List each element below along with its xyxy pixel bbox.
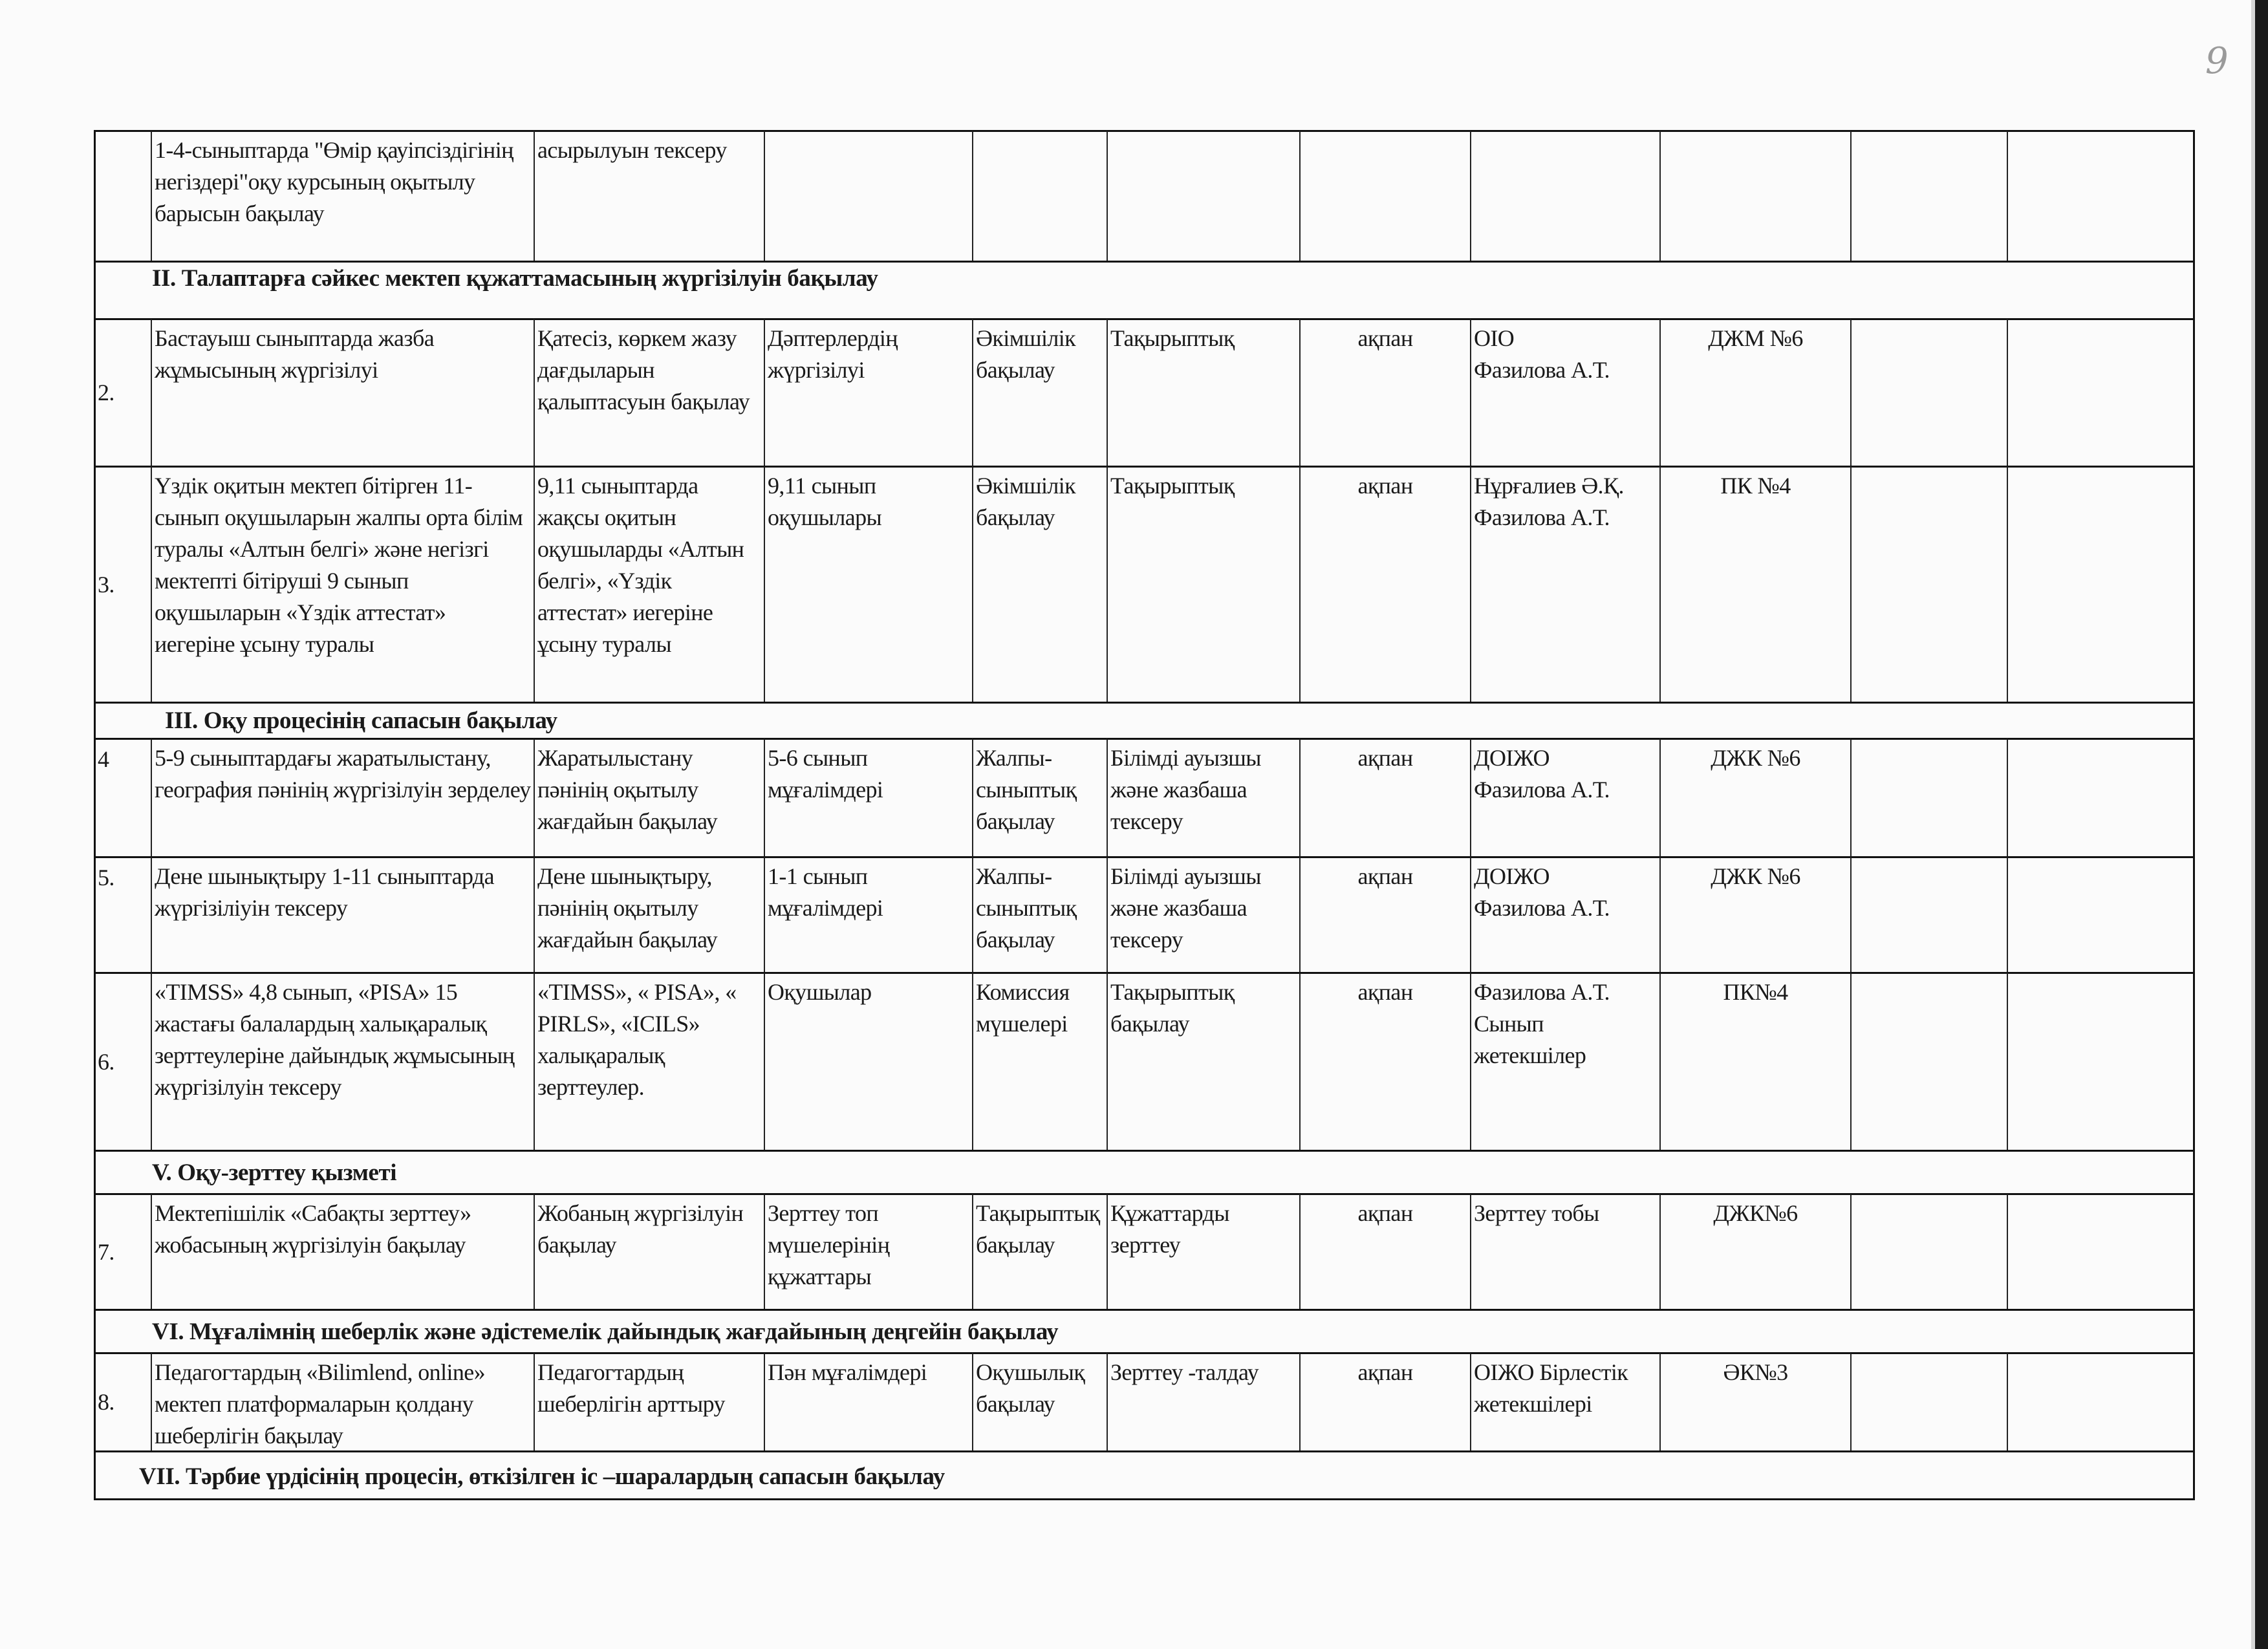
- cell-method: Білімді ауызшы және жазбаша тексеру: [1107, 738, 1299, 856]
- cell-c11: [2007, 738, 2195, 856]
- section-heading-ii: II. Талаптарға сәйкес мектеп құжаттамасының жүргізілуін бақылау: [94, 261, 2195, 318]
- cell-responsible: ДОІЖО Фазилова А.Т.: [1470, 856, 1659, 972]
- cell-type: Жалпы-сыныптық бақылау: [972, 738, 1107, 856]
- cell-c11: [2007, 1193, 2195, 1309]
- section-heading-vi: VI. Мұғалімнің шеберлік және әдістемелік дайындық жағдайының деңгейін бақылау: [94, 1309, 2195, 1352]
- cell-topic: 5-9 сыныптардағы жаратылыстану, география пәнінің жүргізілуін зерделеу: [151, 738, 534, 856]
- cell-goal: асырылуын тексеру: [534, 130, 764, 261]
- cell-num: 3.: [94, 466, 151, 702]
- cell-responsible: ОІЖО Бірлестік жетекшілері: [1470, 1352, 1659, 1450]
- cell-c10: [1850, 130, 2007, 261]
- cell-responsible: ДОІЖО Фазилова А.Т.: [1470, 738, 1659, 856]
- cell-c10: [1850, 856, 2007, 972]
- cell-topic: Мектепішілік «Сабақты зерттеу» жобасының жүргізілуін бақылау: [151, 1193, 534, 1309]
- cell-goal: Қатесіз, көркем жазу дағдыларын қалыптасуын бақылау: [534, 318, 764, 466]
- section-heading-iii: III. Оқу процесінің сапасын бақылау: [94, 702, 2195, 738]
- cell-c11: [2007, 318, 2195, 466]
- cell-type: Әкімшілік бақылау: [972, 318, 1107, 466]
- cell-num: 4: [94, 738, 151, 856]
- cell-topic: Педагогтардың «Bilimlend, online» мектеп платформаларын қолдану шеберлігін бақылау: [151, 1352, 534, 1450]
- cell-term: ақпан: [1299, 738, 1470, 856]
- cell-term: [1299, 130, 1470, 261]
- cell-goal: «TIMSS», « PISA», « PIRLS», «ICILS» халықаралық зерттеулер.: [534, 972, 764, 1150]
- cell-method: [1107, 130, 1299, 261]
- cell-object: Зерттеу топ мүшелерінің құжаттары: [764, 1193, 972, 1309]
- cell-result: ДЖМ №6: [1659, 318, 1850, 466]
- cell-type: Тақырыптық бақылау: [972, 1193, 1107, 1309]
- cell-num: 8.: [94, 1352, 151, 1450]
- cell-result: ПК №4: [1659, 466, 1850, 702]
- cell-term: ақпан: [1299, 1352, 1470, 1450]
- cell-c11: [2007, 466, 2195, 702]
- cell-goal: Дене шынықтыру, пәнінің оқытылу жағдайын бақылау: [534, 856, 764, 972]
- cell-term: ақпан: [1299, 856, 1470, 972]
- cell-topic: «TIMSS» 4,8 сынып, «PISA» 15 жастағы балалардың халықаралық зерттеулеріне дайындық жұмысының жүргізілуін тексеру: [151, 972, 534, 1150]
- cell-result: ДЖК№6: [1659, 1193, 1850, 1309]
- cell-object: 9,11 сынып оқушылары: [764, 466, 972, 702]
- cell-num: 6.: [94, 972, 151, 1150]
- cell-responsible: ОІО Фазилова А.Т.: [1470, 318, 1659, 466]
- cell-result: ДЖК №6: [1659, 738, 1850, 856]
- cell-c10: [1850, 1193, 2007, 1309]
- section-heading-vii: VII. Тәрбие үрдісінің процесін, өткізілген іс –шаралардың сапасын бақылау: [94, 1450, 2195, 1500]
- cell-method: Зерттеу -талдау: [1107, 1352, 1299, 1450]
- cell-type: Оқушылық бақылау: [972, 1352, 1107, 1450]
- cell-method: Тақырыптық: [1107, 466, 1299, 702]
- cell-c11: [2007, 1352, 2195, 1450]
- cell-term: ақпан: [1299, 972, 1470, 1150]
- cell-c10: [1850, 466, 2007, 702]
- cell-num: 7.: [94, 1193, 151, 1309]
- handwritten-page-number: 9: [2205, 40, 2229, 82]
- cell-topic: Үздік оқитын мектеп бітірген 11-сынып оқушыларын жалпы орта білім туралы «Алтын белгі» және негізгі мектепті бітіруші 9 сынып оқушыларын «Үздік аттестат» иегеріне ұсыну туралы: [151, 466, 534, 702]
- section-heading-v: V. Оқу-зерттеу қызметі: [94, 1150, 2195, 1193]
- cell-c10: [1850, 972, 2007, 1150]
- cell-term: ақпан: [1299, 466, 1470, 702]
- cell-goal: Жаратылыстану пәнінің оқытылу жағдайын бақылау: [534, 738, 764, 856]
- cell-goal: Педагогтардың шеберлігін арттыру: [534, 1352, 764, 1450]
- cell-num: 5.: [94, 856, 151, 972]
- cell-topic: Дене шынықтыру 1-11 сыныптарда жүргізіліуін тексеру: [151, 856, 534, 972]
- cell-c11: [2007, 972, 2195, 1150]
- cell-method: Тақырыптық: [1107, 318, 1299, 466]
- scanner-edge: [2255, 0, 2268, 1649]
- cell-responsible: Фазилова А.Т. Сынып жетекшілер: [1470, 972, 1659, 1150]
- cell-responsible: Зерттеу тобы: [1470, 1193, 1659, 1309]
- cell-type: Комиссия мүшелері: [972, 972, 1107, 1150]
- cell-object: Оқушылар: [764, 972, 972, 1150]
- cell-num: [94, 130, 151, 261]
- cell-c10: [1850, 318, 2007, 466]
- cell-c11: [2007, 856, 2195, 972]
- cell-object: Дәптерлердің жүргізілуі: [764, 318, 972, 466]
- cell-result: ПК№4: [1659, 972, 1850, 1150]
- cell-method: Құжаттарды зерттеу: [1107, 1193, 1299, 1309]
- cell-object: 5-6 сынып мұғалімдері: [764, 738, 972, 856]
- cell-method: Тақырыптық бақылау: [1107, 972, 1299, 1150]
- cell-object: [764, 130, 972, 261]
- cell-type: [972, 130, 1107, 261]
- cell-term: ақпан: [1299, 1193, 1470, 1309]
- cell-result: ӘК№3: [1659, 1352, 1850, 1450]
- cell-goal: 9,11 сыныптарда жақсы оқитын оқушыларды «Алтын белгі», «Үздік аттестат» иегеріне ұсыну туралы: [534, 466, 764, 702]
- cell-c10: [1850, 738, 2007, 856]
- cell-type: Жалпы-сыныптық бақылау: [972, 856, 1107, 972]
- cell-object: 1-1 сынып мұғалімдері: [764, 856, 972, 972]
- cell-method: Білімді ауызшы және жазбаша тексеру: [1107, 856, 1299, 972]
- cell-c11: [2007, 130, 2195, 261]
- cell-responsible: Нұрғалиев Ә.Қ. Фазилова А.Т.: [1470, 466, 1659, 702]
- cell-c10: [1850, 1352, 2007, 1450]
- cell-object: Пән мұғалімдері: [764, 1352, 972, 1450]
- cell-term: ақпан: [1299, 318, 1470, 466]
- cell-type: Әкімшілік бақылау: [972, 466, 1107, 702]
- cell-result: ДЖК №6: [1659, 856, 1850, 972]
- cell-topic: Бастауыш сыныптарда жазба жұмысының жүргізілуі: [151, 318, 534, 466]
- cell-result: [1659, 130, 1850, 261]
- cell-goal: Жобаның жүргізілуін бақылау: [534, 1193, 764, 1309]
- cell-num: 2.: [94, 318, 151, 466]
- cell-topic: 1-4-сыныптарда "Өмір қауіпсіздігінің негіздері"оқу курсының оқытылу барысын бақылау: [151, 130, 534, 261]
- cell-responsible: [1470, 130, 1659, 261]
